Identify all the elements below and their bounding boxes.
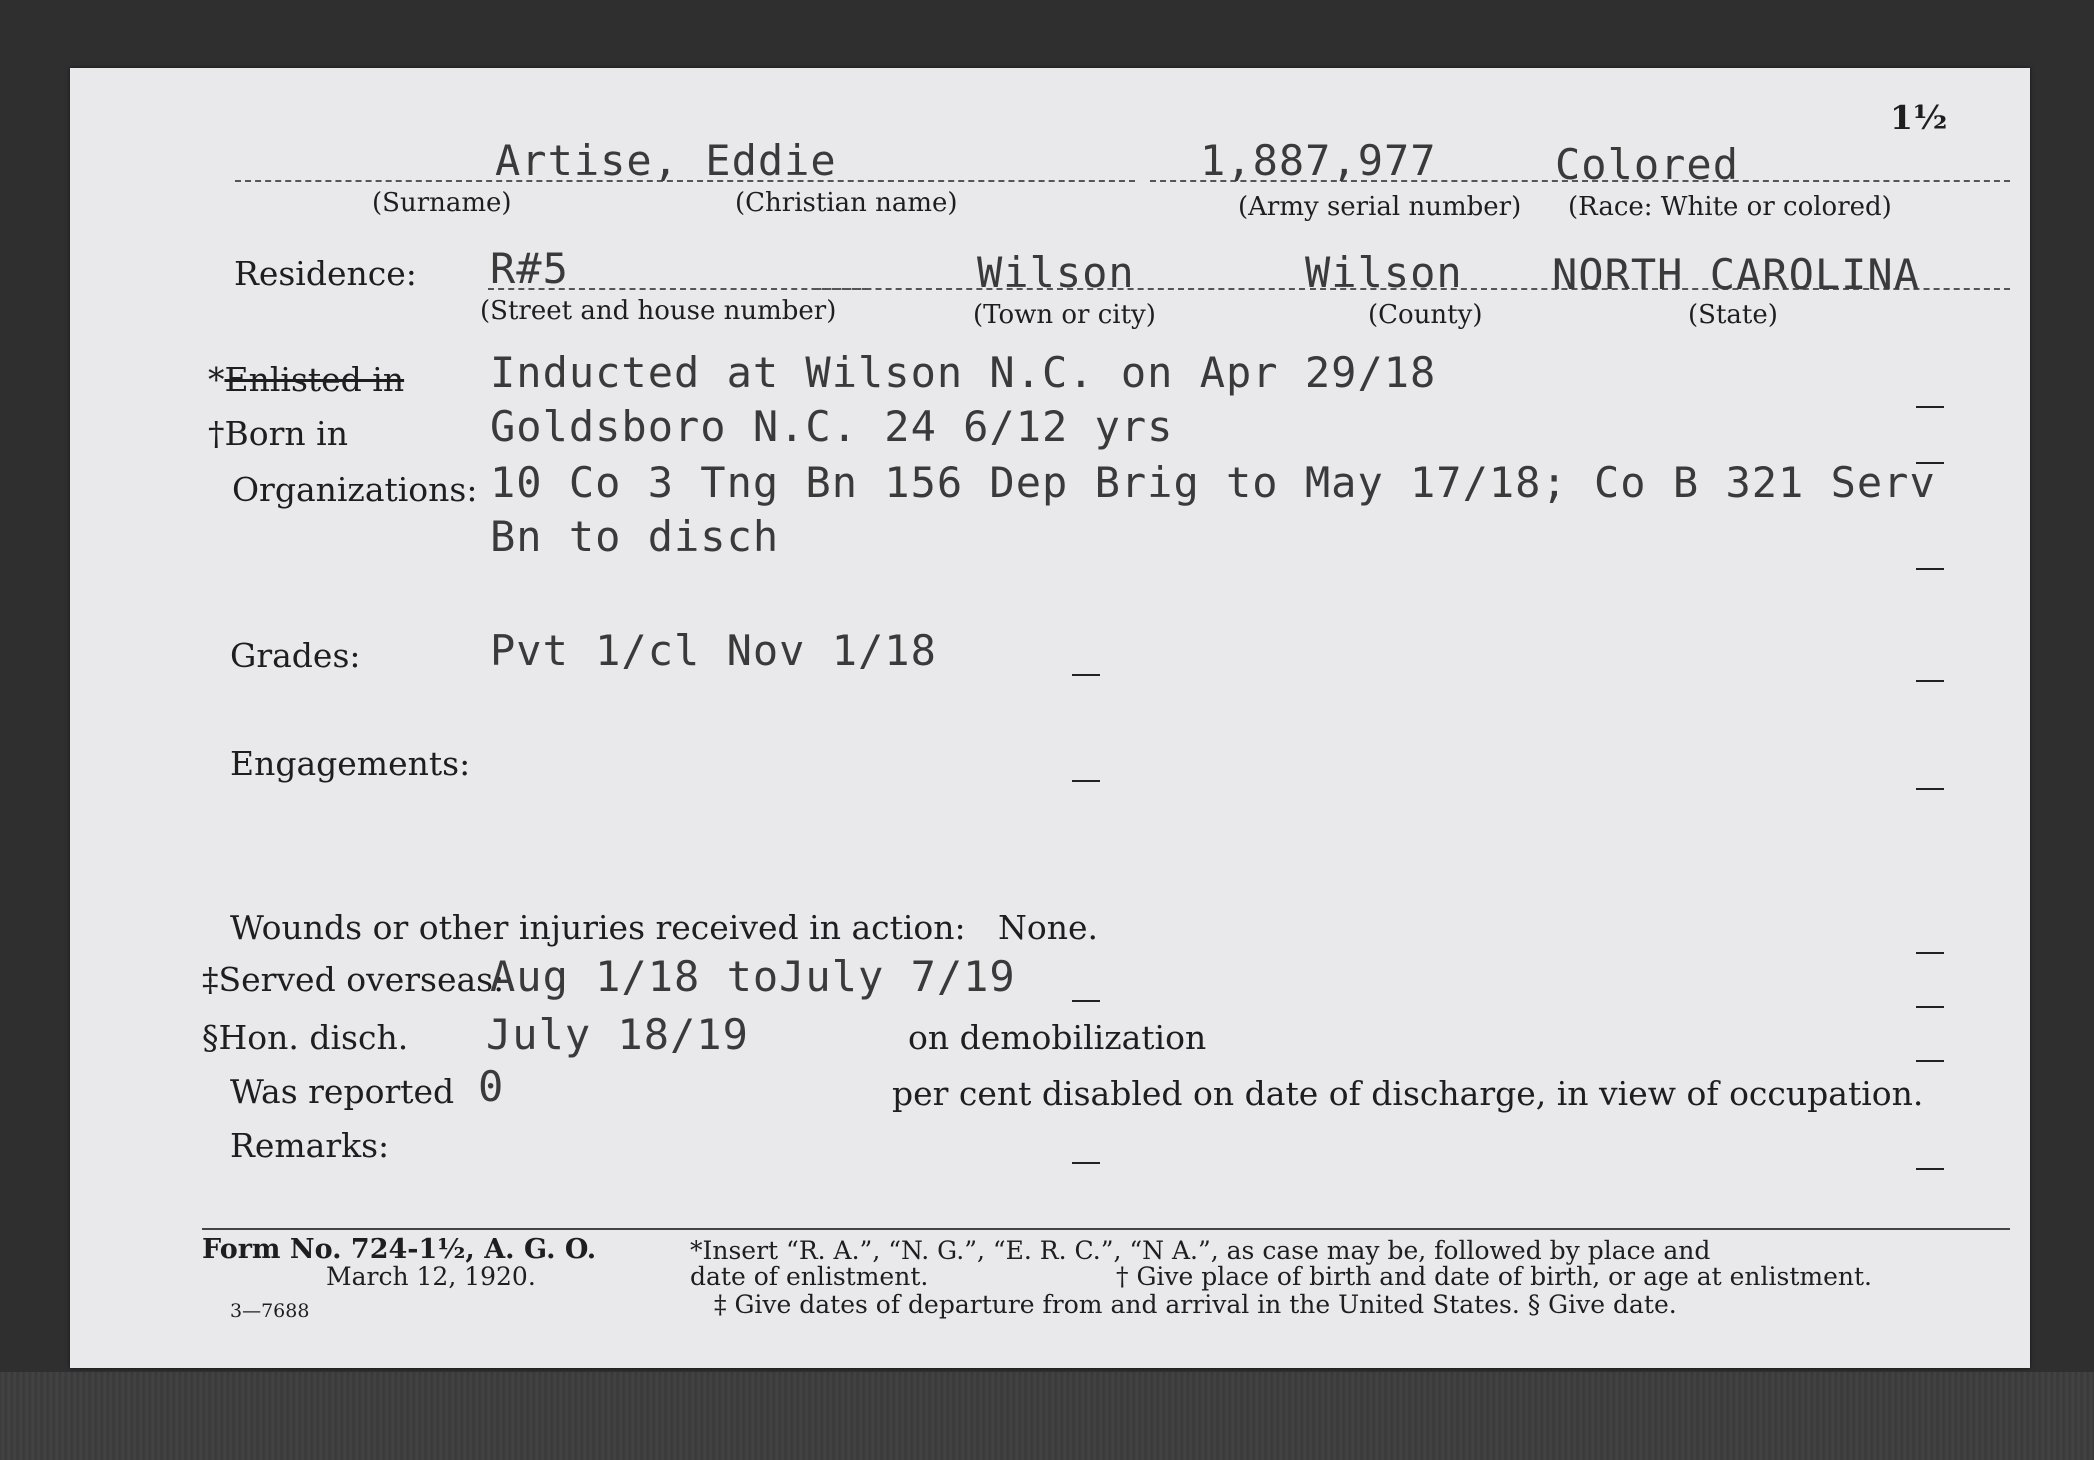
organizations-value-line1: 10 Co 3 Tng Bn 156 Dep Brig to May 17/18; Co B 321 Serv	[490, 458, 1936, 507]
born-label-text: Born in	[224, 414, 348, 453]
footnote-asterisk-line2: date of enlistment.	[690, 1262, 929, 1291]
blank-mark	[1916, 1168, 1944, 1170]
street-value: R#5	[490, 244, 569, 293]
organizations-value-line2: Bn to disch	[490, 512, 780, 561]
hon-disch-label	[202, 1018, 408, 1057]
footnote-dagger: † Give place of birth and date of birth, or age at enlistment.	[1116, 1262, 1872, 1291]
hon-disch-reason: on demobilization	[908, 1018, 1207, 1057]
double-dagger-mark: ‡	[202, 960, 219, 999]
surname-christian-value: Artise, Eddie	[495, 136, 837, 185]
was-reported-label: Was reported	[230, 1072, 455, 1111]
form-fraction: 1½	[1890, 98, 1948, 137]
born-label	[208, 414, 348, 453]
remarks-label: Remarks:	[230, 1126, 390, 1165]
serial-caption: (Army serial number)	[1238, 192, 1522, 222]
grades-value: Pvt 1/cl Nov 1/18	[490, 626, 937, 675]
wounds-value: None.	[998, 908, 1099, 947]
hon-disch-date: July 18/19	[486, 1010, 749, 1059]
blank-mark	[1916, 952, 1944, 954]
dagger-mark: †	[208, 414, 225, 453]
grades-label: Grades:	[230, 636, 361, 675]
hon-disch-label-text: Hon. disch.	[218, 1018, 409, 1057]
surname-caption: (Surname)	[372, 188, 512, 218]
enlisted-label	[208, 360, 404, 399]
residence-label: Residence:	[234, 254, 417, 293]
army-serial-value: 1,887,977	[1200, 136, 1437, 185]
print-code: 3—7688	[230, 1300, 310, 1322]
asterisk-mark: *	[208, 360, 225, 399]
percent-disabled-value: 0	[478, 1062, 505, 1111]
form-date: March 12, 1920.	[326, 1262, 536, 1291]
footnote-double-dagger: ‡ Give dates of departure from and arrival in the United States. § Give date.	[714, 1290, 1677, 1319]
background-strip	[0, 1372, 2094, 1460]
blank-mark	[1916, 462, 1944, 464]
blank-mark	[1916, 1006, 1944, 1008]
footer-rule	[202, 1228, 2010, 1230]
street-caption: (Street and house number)	[480, 296, 837, 326]
blank-mark	[1072, 674, 1100, 676]
blank-mark	[1916, 568, 1944, 570]
town-caption: (Town or city)	[973, 300, 1156, 330]
enlisted-label-text: Enlisted in	[224, 360, 405, 399]
state-value: NORTH CAROLINA	[1552, 250, 1921, 299]
town-value: Wilson	[977, 248, 1135, 297]
christian-name-caption: (Christian name)	[735, 188, 958, 218]
race-value: Colored	[1555, 140, 1740, 189]
blank-mark	[1072, 1000, 1100, 1002]
served-overseas-label	[202, 960, 504, 999]
county-value: Wilson	[1305, 248, 1463, 297]
engagements-label: Engagements:	[230, 744, 471, 783]
footnote-asterisk-line1: *Insert “R. A.”, “N. G.”, “E. R. C.”, “N A.”, as case may be, followed by place and	[690, 1236, 1711, 1265]
served-overseas-value: Aug 1/18 toJuly 7/19	[490, 952, 1016, 1001]
percent-disabled-caption: per cent disabled on date of discharge, in view of occupation.	[892, 1074, 1924, 1113]
blank-mark	[1072, 780, 1100, 782]
blank-mark	[1916, 788, 1944, 790]
blank-mark	[1916, 1060, 1944, 1062]
blank-mark	[1072, 1162, 1100, 1164]
form-number: Form No. 724-1½, A. G. O.	[202, 1234, 597, 1265]
enlisted-value: Inducted at Wilson N.C. on Apr 29/18	[490, 348, 1437, 397]
wounds-label: Wounds or other injuries received in action:	[230, 908, 966, 947]
county-caption: (County)	[1368, 300, 1483, 330]
race-caption: (Race: White or colored)	[1568, 192, 1892, 222]
state-caption: (State)	[1688, 300, 1778, 330]
born-value: Goldsboro N.C. 24 6/12 yrs	[490, 402, 1174, 451]
blank-mark	[1916, 680, 1944, 682]
service-record-card	[70, 68, 2030, 1368]
section-mark: §	[202, 1018, 219, 1057]
blank-mark	[1916, 406, 1944, 408]
organizations-label: Organizations:	[232, 470, 478, 509]
served-overseas-label-text: Served overseas:	[218, 960, 505, 999]
